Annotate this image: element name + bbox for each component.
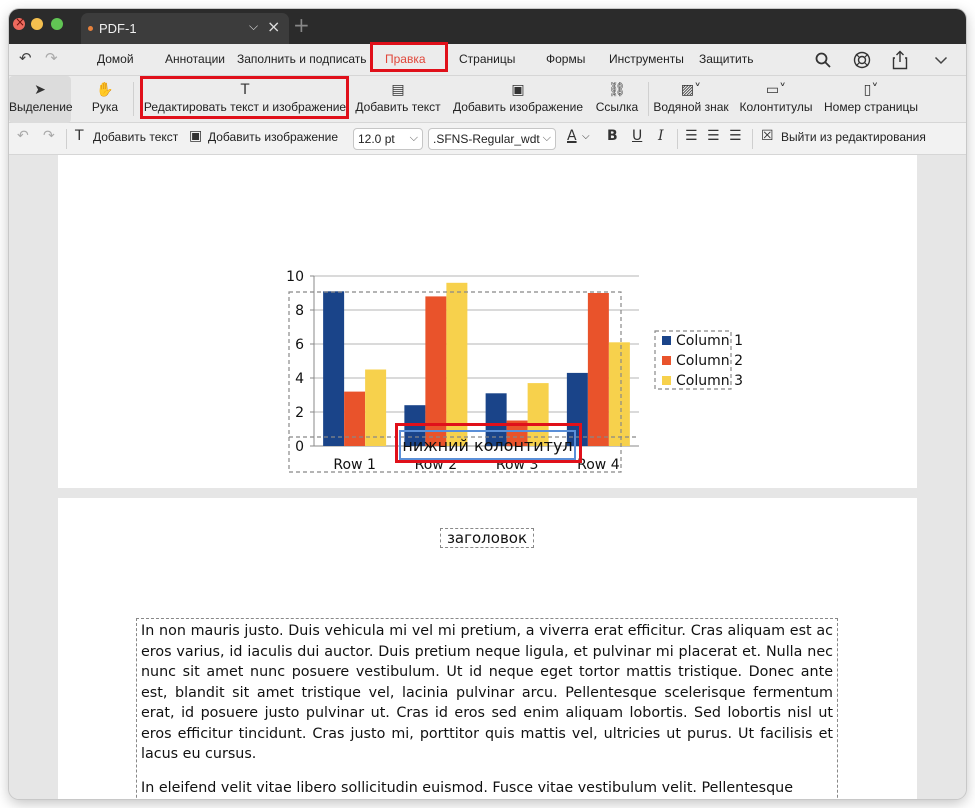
page-number-label: Номер страницы <box>824 100 918 114</box>
header-footer-label: Колонтитулы <box>739 100 813 114</box>
unsaved-dot-icon <box>88 26 93 31</box>
pdf-page-1[interactable] <box>58 155 917 488</box>
search-icon[interactable] <box>815 52 831 68</box>
add-image-icon: ▣ <box>189 128 203 144</box>
zoom-window-button[interactable] <box>51 18 63 30</box>
redo-icon[interactable]: ↷ <box>43 128 55 144</box>
chevron-down-icon: ⌵ <box>409 131 418 144</box>
close-window-button[interactable] <box>13 18 25 30</box>
add-text-label: Добавить текст <box>355 100 441 114</box>
font-name-select[interactable] <box>428 128 556 150</box>
watermark-tool[interactable] <box>652 76 730 123</box>
bar <box>609 342 630 446</box>
document-tab[interactable] <box>81 13 289 44</box>
add-image-button[interactable]: Добавить изображение <box>208 130 339 144</box>
chevron-down-icon: ⌵ <box>542 131 551 144</box>
watermark-icon: ▨˅ <box>680 82 702 98</box>
underline-icon[interactable]: U <box>632 128 643 144</box>
document-area[interactable] <box>9 155 966 799</box>
y-tick-label: 6 <box>295 337 304 353</box>
add-text-icon: ▤ <box>391 82 405 98</box>
footer-text-box[interactable] <box>399 430 576 460</box>
font-name-value: .SFNS-Regular_wdt <box>433 132 540 146</box>
title-bar <box>9 9 966 44</box>
text-color-icon[interactable]: A <box>567 128 577 144</box>
legend-swatch <box>662 336 671 345</box>
x-tick-label: Row 2 <box>414 457 458 473</box>
format-divider <box>66 129 67 149</box>
edit-text-image-tool[interactable] <box>143 76 347 123</box>
page-number-tool[interactable] <box>823 76 919 123</box>
paragraph-2[interactable]: In eleifend velit vitae libero sollicitudin euismod. Fusce vitae vestibulum velit. Pellentesque <box>141 779 794 796</box>
share-icon[interactable] <box>892 50 908 70</box>
font-size-value: 12.0 pt <box>358 132 395 146</box>
toolbar-divider <box>133 82 134 116</box>
select-tool[interactable] <box>9 76 71 123</box>
hand-tool-label: Рука <box>91 100 119 114</box>
y-tick-label: 10 <box>286 269 304 285</box>
menu-pages[interactable]: Страницы <box>459 52 516 66</box>
redo-icon[interactable]: ↷ <box>45 49 58 67</box>
add-text-button[interactable]: Добавить текст <box>93 130 179 144</box>
menu-annotations[interactable]: Аннотации <box>165 52 225 66</box>
y-tick-label: 0 <box>295 439 304 455</box>
edit-toolbar <box>9 76 966 123</box>
legend-label: Column 2 <box>676 353 743 369</box>
add-image-icon: ▣ <box>511 82 525 98</box>
app-window <box>9 9 966 799</box>
x-tick-label: Row 4 <box>577 457 620 473</box>
format-bar <box>9 123 966 155</box>
legend-label: Column 1 <box>676 333 743 349</box>
menu-tools[interactable]: Инструменты <box>609 52 684 66</box>
format-divider <box>677 129 678 149</box>
hand-icon: ✋ <box>96 82 114 98</box>
header-footer-tool[interactable] <box>739 76 813 123</box>
y-tick-label: 4 <box>295 371 304 387</box>
heading-text-box[interactable] <box>440 528 534 548</box>
italic-icon[interactable]: I <box>658 128 664 144</box>
legend-swatch <box>662 376 671 385</box>
add-image-tool[interactable] <box>452 76 584 123</box>
menu-home[interactable]: Домой <box>97 52 134 66</box>
cursor-icon: ➤ <box>34 82 46 98</box>
bar <box>323 291 344 446</box>
menu-protect[interactable]: Защитить <box>699 52 754 66</box>
new-tab-icon[interactable]: + <box>293 13 310 37</box>
edit-text-icon: T <box>240 82 250 98</box>
align-center-icon[interactable]: ☰ <box>707 128 720 144</box>
bar <box>425 296 446 446</box>
close-tab-icon[interactable]: × <box>267 17 281 36</box>
add-text-tool[interactable] <box>355 76 441 123</box>
align-right-icon[interactable]: ☰ <box>729 128 742 144</box>
bar <box>344 392 365 446</box>
align-left-icon[interactable]: ☰ <box>685 128 698 144</box>
paragraph-1[interactable]: In non mauris justo. Duis vehicula mi vel mi pretium, a viverra erat efficitur. Cras aliquam est ac eros varius, id iaculis dui auctor. Duis pretium neque ligula, et pulvinar mi placerat et. Nulla nec nunc sit amet nunc posuere vestibulum. Ut id neque eget tortor mattis tristique. Donec ante est, blandit sit amet tristique vel, lacinia pulvinar arcu. Pellentesque scelerisque fermentum erat, id posuere justo pulvinar ut. Cras id eros sed enim aliquam lobortis. Sed lobortis nisl ut eros efficitur tincidunt. Cras justo mi, porttitor quis mattis vel, ultricies ut purus. Ut facilisis et lacus eu cursus. <box>141 623 833 762</box>
bar <box>588 293 609 446</box>
bar <box>365 370 386 447</box>
support-icon[interactable] <box>853 51 871 69</box>
exit-icon[interactable]: ☒ <box>761 128 774 144</box>
exit-editing-button[interactable]: Выйти из редактирования <box>781 130 926 144</box>
watermark-label: Водяной знак <box>653 100 729 114</box>
heading-text[interactable]: заголовок <box>446 529 528 547</box>
y-tick-label: 8 <box>295 303 304 319</box>
page-number-icon: ▯˅ <box>863 82 879 98</box>
menu-bar <box>9 44 966 76</box>
legend-swatch <box>662 356 671 365</box>
tab-title: PDF-1 <box>99 21 137 36</box>
bold-icon[interactable]: B <box>607 128 618 144</box>
undo-icon[interactable]: ↶ <box>17 128 29 144</box>
menu-edit[interactable]: Правка <box>385 52 426 66</box>
format-divider <box>752 129 753 149</box>
header-footer-icon: ▭˅ <box>765 82 787 98</box>
text-cursor-icon: T <box>75 128 84 144</box>
paragraph-text-box[interactable] <box>136 618 838 799</box>
legend-label: Column 3 <box>676 373 743 389</box>
add-image-label: Добавить изображение <box>452 100 584 114</box>
chevron-down-icon[interactable]: ⌵ <box>582 131 590 142</box>
chevron-down-icon[interactable] <box>934 56 948 65</box>
chevron-down-icon[interactable]: ⌵ <box>249 19 259 33</box>
footer-text[interactable]: нижний колонтитул <box>402 435 573 455</box>
undo-icon[interactable]: ↶ <box>19 49 32 67</box>
link-tool[interactable] <box>594 76 640 123</box>
x-tick-label: Row 1 <box>333 457 376 473</box>
hand-tool[interactable] <box>85 76 125 123</box>
menu-fill-sign[interactable]: Заполнить и подписать <box>237 52 367 66</box>
x-tick-label: Row 3 <box>495 457 539 473</box>
edit-text-image-label: Редактировать текст и изображение <box>143 100 347 114</box>
y-tick-label: 2 <box>295 405 304 421</box>
toolbar-divider <box>648 82 649 116</box>
link-label: Ссылка <box>595 100 639 114</box>
bar <box>446 283 467 446</box>
menu-forms[interactable]: Формы <box>546 52 586 66</box>
font-size-select[interactable] <box>353 128 423 150</box>
pdf-page-2[interactable] <box>58 498 917 799</box>
link-icon: ⛓ <box>608 82 626 98</box>
minimize-window-button[interactable] <box>31 18 43 30</box>
select-tool-label: Выделение <box>9 100 73 114</box>
